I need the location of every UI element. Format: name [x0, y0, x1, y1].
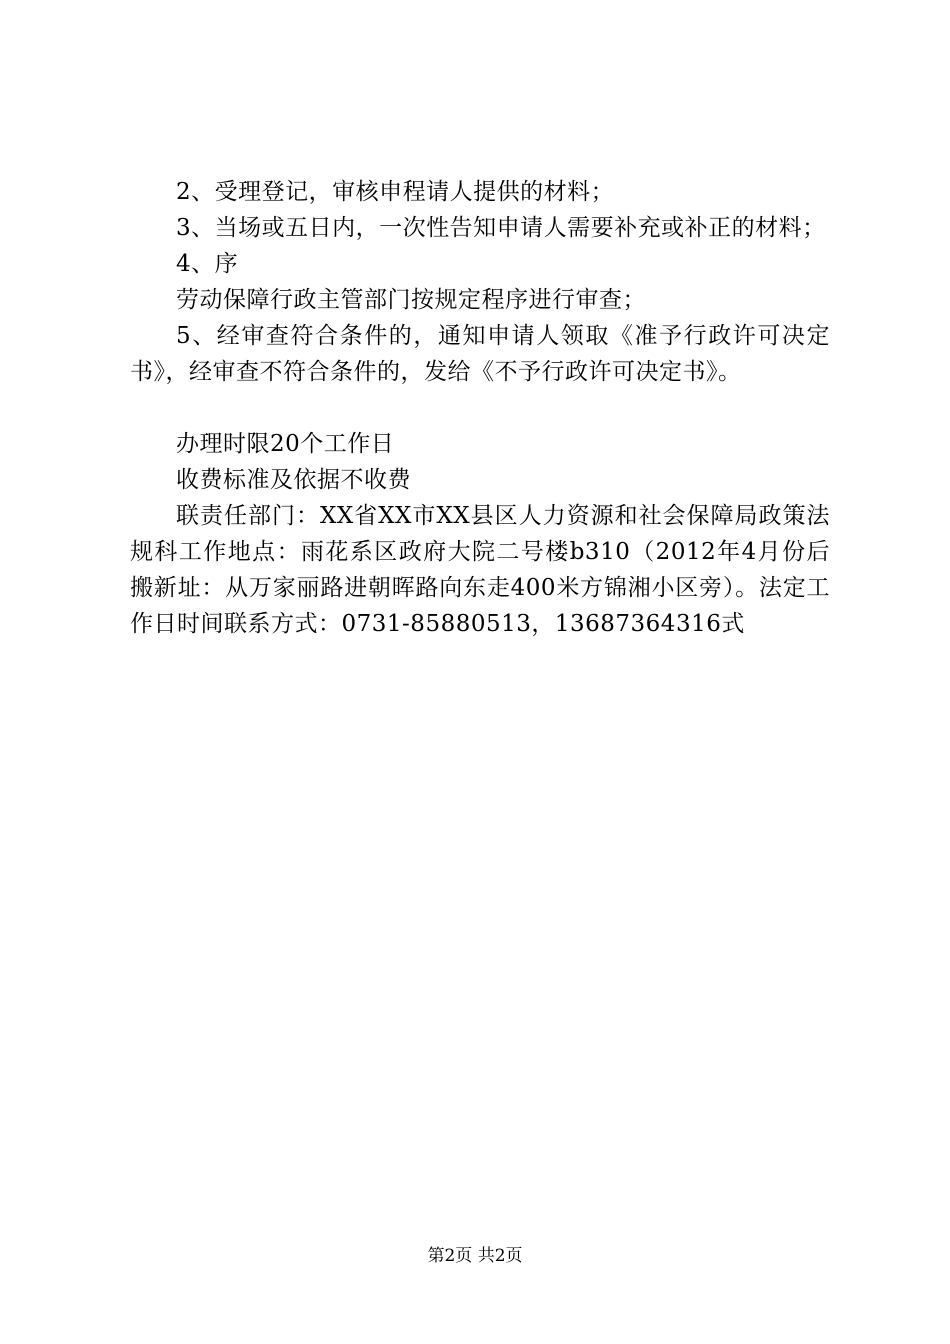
contact-paragraph: 联责任部门：XX省XX市XX县区人力资源和社会保障局政策法规科工作地点：雨花系区政府大院二号楼b310（2012年4月份后搬新址：从万家丽路进朝晖路向东走400米方锦湘小区旁）。法定工作日时间联系方式：0731-85880513，13687364316式 [130, 503, 830, 637]
step-3-paragraph: 3、当场或五日内，一次性告知申请人需要补充或补正的材料； [176, 215, 826, 241]
review-paragraph: 劳动保障行政主管部门按规定程序进行审查； [176, 287, 646, 313]
paragraph-gap [130, 390, 830, 426]
step-5-paragraph: 5、经审查符合条件的，通知申请人领取《准予行政许可决定书》，经审查不符合条件的，发给《不予行政许可决定书》。 [130, 323, 830, 385]
step-4-paragraph: 4、序 [176, 251, 239, 277]
document-body [130, 174, 830, 642]
step-2-paragraph: 2、受理登记，审核申程请人提供的材料； [176, 179, 615, 205]
page-number-footer: 第2页 共2页 [427, 1246, 523, 1266]
fee-paragraph: 收费标准及依据不收费 [176, 467, 411, 493]
time-limit-paragraph: 办理时限20个工作日 [176, 431, 395, 457]
